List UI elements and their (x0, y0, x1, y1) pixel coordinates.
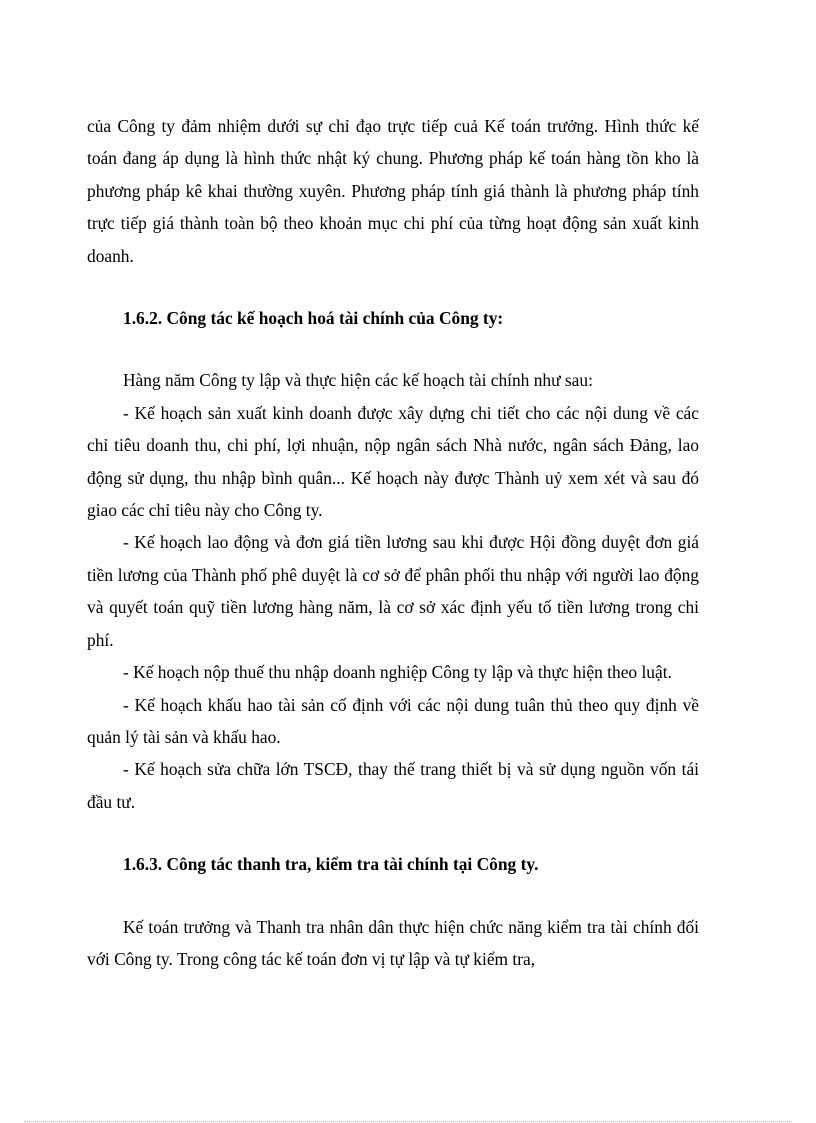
section-heading-1-6-3: 1.6.3. Công tác thanh tra, kiểm tra tài chính tại Công ty. (123, 854, 539, 875)
plan-item-production: - Kế hoạch sản xuất kinh doanh được xây dựng chi tiết cho các nội dung về các chỉ tiêu doanh thu, chi phí, lợi nhuận, nộp ngân sách Nhà nước, ngân sách Đảng, lao động sử dụng, thu nhập bình quân... Kế hoạch này được Thành uỷ xem xét và sau đó giao các chỉ tiêu này cho Công ty. (87, 402, 699, 521)
section-1-6-2-lead: Hàng năm Công ty lập và thực hiện các kế hoạch tài chính như sau: (123, 370, 593, 391)
plan-item-tax: - Kế hoạch nộp thuế thu nhập doanh nghiệp Công ty lập và thực hiện theo luật. (123, 662, 672, 683)
plan-item-labor: - Kế hoạch lao động và đơn giá tiền lương sau khi được Hội đồng duyệt đơn giá tiền lương của Thành phố phê duyệt là cơ sở để phân phối thu nhập với người lao động và quyết toán quỹ tiền lương hàng năm, là cơ sở xác định yếu tố tiền lương trong chi phí. (87, 532, 699, 650)
plan-item-depreciation: - Kế hoạch khấu hao tài sản cố định với các nội dung tuân thủ theo quy định về quản lý tài sản và khấu hao. (87, 694, 699, 747)
section-1-6-3-paragraph: Kế toán trưởng và Thanh tra nhân dân thực hiện chức năng kiểm tra tài chính đối với Công ty. Trong công tác kế toán đơn vị tự lập và tự kiểm tra, (87, 916, 699, 969)
intro-paragraph: của Công ty đảm nhiệm dưới sự chỉ đạo trực tiếp cuả Kế toán trưởng. Hình thức kế toán đang áp dụng là hình thức nhật ký chung. Phương pháp kế toán hàng tồn kho là phương pháp kê khai thường xuyên. Phương pháp tính giá thành là phương pháp tính trực tiếp giá thành toàn bộ theo khoản mục chi phí của từng hoạt động sản xuất kinh doanh. (87, 116, 699, 266)
document-page (87, 110, 699, 975)
plan-item-repair: - Kế hoạch sửa chữa lớn TSCĐ, thay thế trang thiết bị và sử dụng nguồn vốn tái đầu tư. (87, 759, 699, 812)
page-bottom-divider (24, 1121, 792, 1122)
section-heading-1-6-2: 1.6.2. Công tác kế hoạch hoá tài chính của Công ty: (123, 308, 504, 329)
